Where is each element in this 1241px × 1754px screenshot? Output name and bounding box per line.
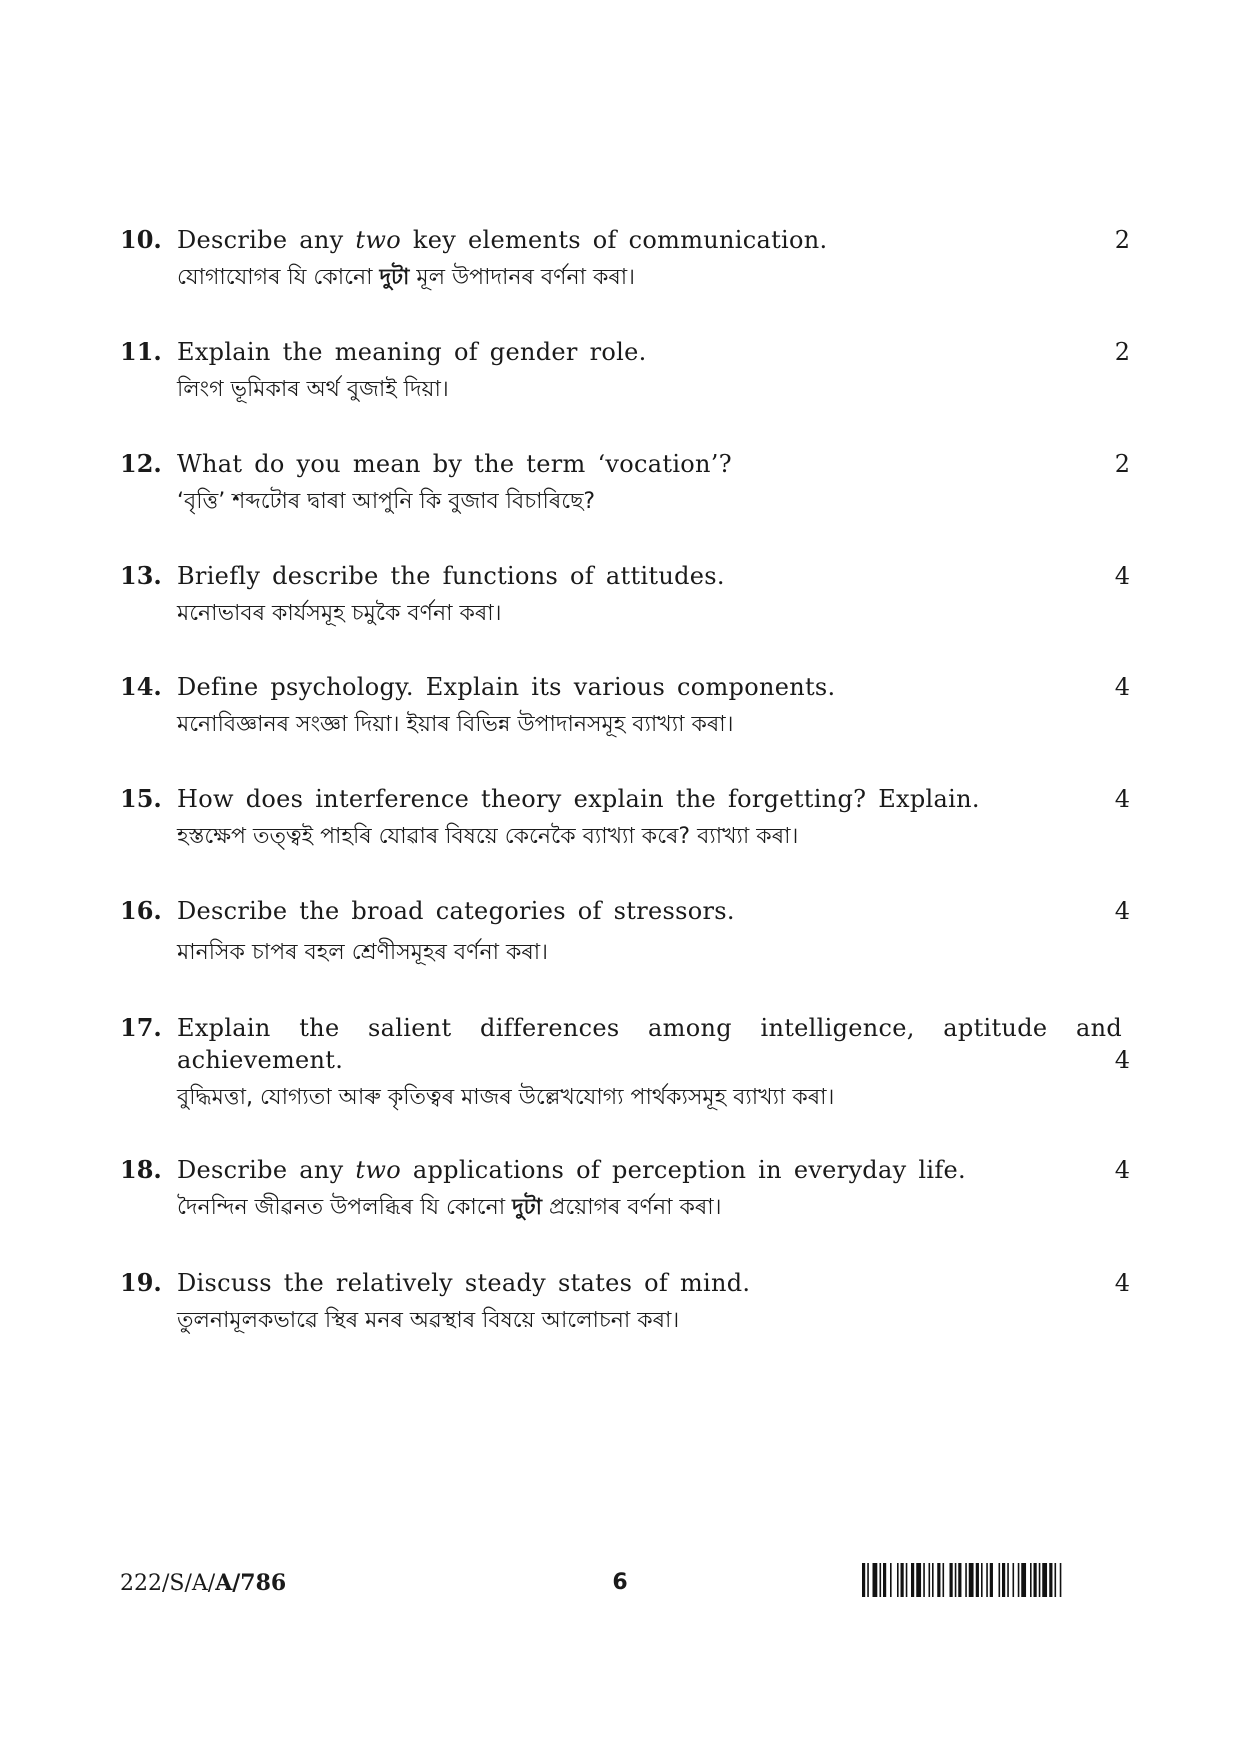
question-text-english: Describe any two applications of perception in everyday life. bbox=[177, 1156, 966, 1184]
question-number: 10. bbox=[120, 225, 162, 254]
question-marks: 4 bbox=[1114, 562, 1130, 590]
question-number: 11. bbox=[120, 337, 162, 366]
question-12 bbox=[120, 448, 1130, 518]
question-text-english: Briefly describe the functions of attitudes. bbox=[177, 562, 725, 590]
question-18 bbox=[120, 1154, 1130, 1224]
question-marks: 4 bbox=[1114, 1156, 1130, 1184]
question-text-english: Discuss the relatively steady states of mind. bbox=[177, 1269, 751, 1297]
question-number: 15. bbox=[120, 784, 162, 813]
question-text-english: Explain the meaning of gender role. bbox=[177, 338, 647, 366]
question-text-assamese: মনোবিজ্ঞানৰ সংজ্ঞা দিয়া। ইয়াৰ বিভিন্ন উপাদানসমূহ ব্যাখ্যা কৰা। bbox=[177, 712, 734, 737]
question-text-assamese: মানসিক চাপৰ বহল শ্ৰেণীসমূহৰ বৰ্ণনা কৰা। bbox=[177, 940, 548, 965]
question-text-english: Explain the salient differences among intelligence, aptitude and achievement. bbox=[177, 1014, 1122, 1074]
question-number: 18. bbox=[120, 1155, 162, 1184]
question-marks: 4 bbox=[1114, 1046, 1130, 1074]
question-marks: 4 bbox=[1114, 1269, 1130, 1297]
page-number: 6 bbox=[612, 1570, 628, 1595]
question-text-assamese: তুলনামূলকভাৱে স্থিৰ মনৰ অৱস্থাৰ বিষয়ে আলোচনা কৰা। bbox=[177, 1308, 680, 1333]
question-17 bbox=[120, 1012, 1130, 1114]
question-marks: 2 bbox=[1114, 226, 1130, 254]
question-marks: 4 bbox=[1114, 897, 1130, 925]
question-number: 12. bbox=[120, 449, 162, 478]
question-text-english: How does interference theory explain the forgetting? Explain. bbox=[177, 785, 980, 813]
question-number: 13. bbox=[120, 561, 162, 590]
question-text-assamese: ‘বৃত্তি’ শব্দটোৰ দ্বাৰা আপুনি কি বুজাব বিচাৰিছে? bbox=[177, 489, 596, 514]
barcode bbox=[862, 1563, 1128, 1597]
question-text-english: Describe the broad categories of stressors. bbox=[177, 897, 735, 925]
question-15 bbox=[120, 783, 1130, 853]
question-13 bbox=[120, 560, 1130, 630]
question-text-assamese: লিংগ ভূমিকাৰ অৰ্থ বুজাই দিয়া। bbox=[177, 377, 449, 402]
question-text-english: Describe any two key elements of communication. bbox=[177, 226, 828, 254]
question-number: 19. bbox=[120, 1268, 162, 1297]
question-marks: 2 bbox=[1114, 338, 1130, 366]
paper-code: 222/S/A/A/786 bbox=[120, 1570, 287, 1596]
question-text-english: What do you mean by the term ‘vocation’? bbox=[177, 450, 732, 478]
question-text-assamese: হস্তক্ষেপ তত্ত্বই পাহৰি যোৱাৰ বিষয়ে কেনেকৈ ব্যাখ্যা কৰে? ব্যাখ্যা কৰা। bbox=[177, 824, 799, 849]
question-text-english: Define psychology. Explain its various components. bbox=[177, 673, 836, 701]
question-number: 16. bbox=[120, 896, 162, 925]
question-text-assamese: মনোভাবৰ কাৰ্যসমূহ চমুকৈ বৰ্ণনা কৰা। bbox=[177, 601, 502, 626]
question-marks: 2 bbox=[1114, 450, 1130, 478]
question-text-assamese: বুদ্ধিমত্তা, যোগ্যতা আৰু কৃতিত্বৰ মাজৰ উল্লেখযোগ্য পাৰ্থক্যসমূহ ব্যাখ্যা কৰা। bbox=[177, 1085, 835, 1110]
question-marks: 4 bbox=[1114, 673, 1130, 701]
question-11 bbox=[120, 336, 1130, 406]
question-text-assamese: যোগাযোগৰ যি কোনো দুটা মূল উপাদানৰ বৰ্ণনা কৰা। bbox=[177, 265, 635, 290]
question-14 bbox=[120, 671, 1130, 741]
question-19 bbox=[120, 1267, 1130, 1337]
question-number: 17. bbox=[120, 1013, 162, 1042]
question-10 bbox=[120, 224, 1130, 294]
question-number: 14. bbox=[120, 672, 162, 701]
question-marks: 4 bbox=[1114, 785, 1130, 813]
question-16 bbox=[120, 895, 1130, 969]
question-text-assamese: দৈনন্দিন জীৱনত উপলব্ধিৰ যি কোনো দুটা প্ৰয়োগৰ বৰ্ণনা কৰা। bbox=[177, 1195, 722, 1220]
